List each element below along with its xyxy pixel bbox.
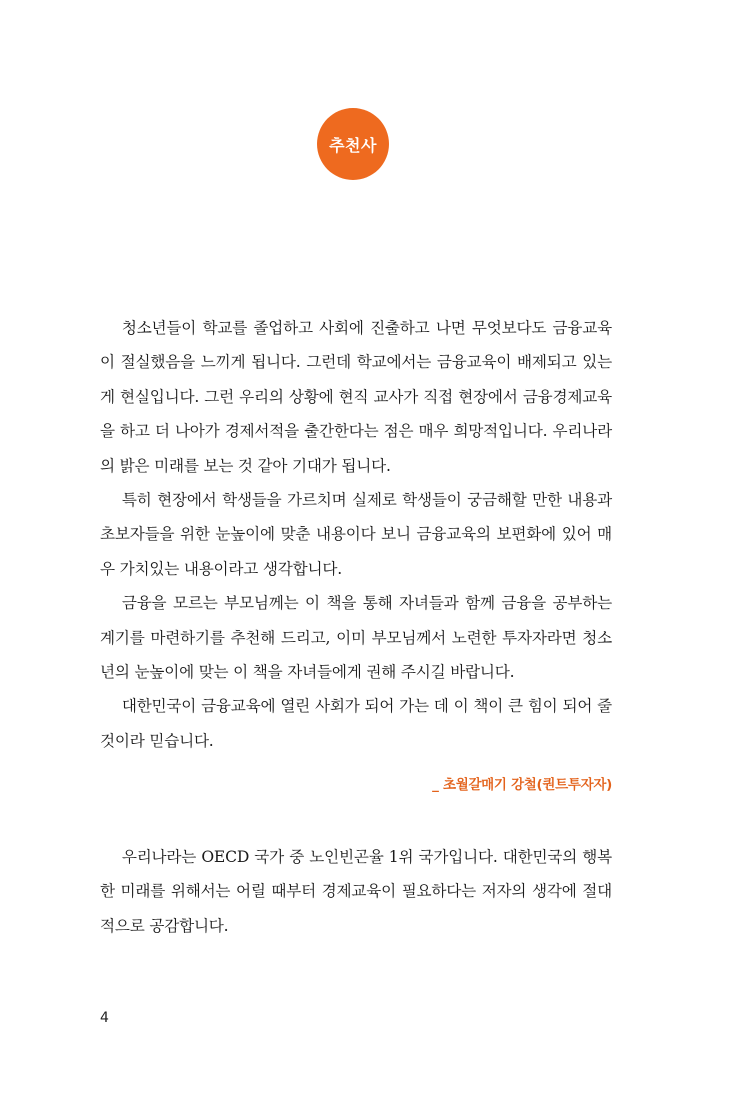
paragraph: 대한민국이 금융교육에 열린 사회가 되어 가는 데 이 책이 큰 힘이 되어 줄 것이라 믿습니다. xyxy=(100,697,612,750)
paragraph: 우리나라는 OECD 국가 중 노인빈곤율 1위 국가입니다. 대한민국의 행복한 미래를 위해서는 어릴 때부터 경제교육이 필요하다는 저자의 생각에 절대적으로 공감합니다. xyxy=(100,848,612,935)
recommendation-1 xyxy=(100,311,612,758)
paragraph: 금융을 모르는 부모님께는 이 책을 통해 자녀들과 함께 금융을 공부하는 계기를 마련하기를 추천해 드리고, 이미 부모님께서 노련한 투자자라면 청소년의 눈높이에 맞는 이 책을 자녀들에게 권해 주시길 바랍니다. xyxy=(100,594,612,682)
section-badge xyxy=(317,108,389,180)
paragraph: 청소년들이 학교를 졸업하고 사회에 진출하고 나면 무엇보다도 금융교육이 절실했음을 느끼게 됩니다. 그런데 학교에서는 금융교육이 배제되고 있는 게 현실입니다. 그런 우리의 상황에 현직 교사가 직접 현장에서 금융경제교육을 하고 더 나아가 경제서적을 출간한다는 점은 매우 희망적입니다. 우리나라의 밝은 미래를 보는 것 같아 기대가 됩니다. xyxy=(100,319,612,475)
page-number: 4 xyxy=(100,1010,109,1026)
section-badge-label: 추천사 xyxy=(329,135,377,155)
recommender-signature: _ 초월갈매기 강철(퀀트투자자) xyxy=(432,777,612,793)
recommendation-2 xyxy=(100,840,612,943)
paragraph: 특히 현장에서 학생들을 가르치며 실제로 학생들이 궁금해할 만한 내용과 초보자들을 위한 눈높이에 맞춘 내용이다 보니 금융교육의 보편화에 있어 매우 가치있는 내용이라고 생각합니다. xyxy=(100,491,612,578)
